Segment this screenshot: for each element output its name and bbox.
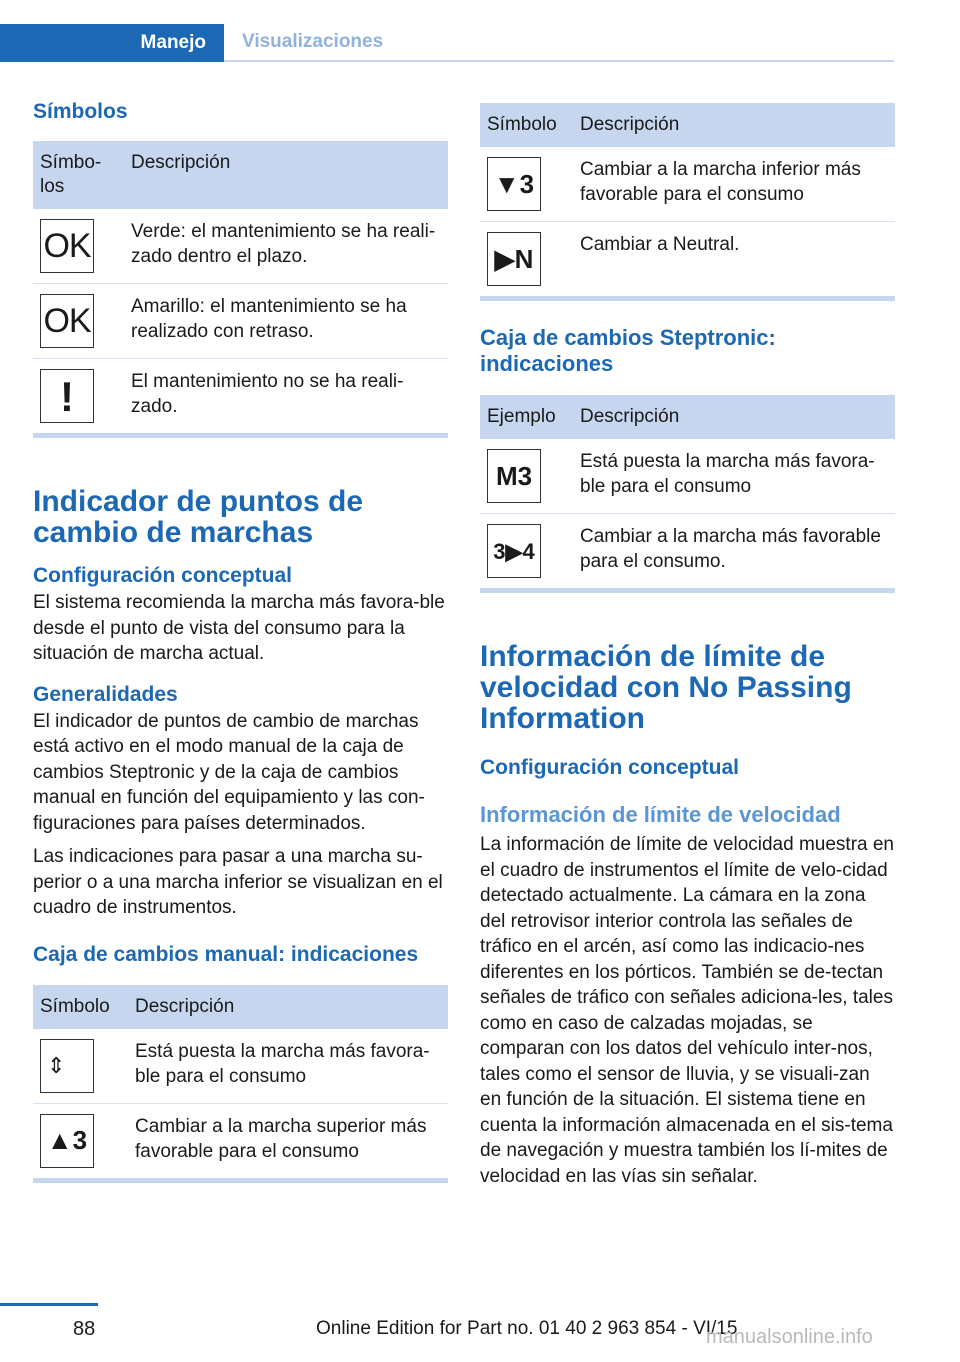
manual-heading: Caja de cambios manual: indicaciones xyxy=(33,942,419,966)
ok-yellow-icon: OK xyxy=(40,294,94,348)
column-header-description: Descripción xyxy=(124,141,448,209)
symbols-heading: Símbolos xyxy=(33,100,128,123)
table-end-rule xyxy=(480,588,895,593)
table-end-rule xyxy=(480,296,895,301)
speed-title: Información de límite de velocidad con No Passing Information xyxy=(480,640,852,735)
speed-subheading: Información de límite de velocidad xyxy=(480,802,841,827)
column-header-symbol: Símbo- los xyxy=(33,141,124,209)
shift-3-to-4-icon: 3▶4 xyxy=(487,524,541,578)
row-description: Cambiar a Neutral. xyxy=(580,234,740,255)
footer-rule xyxy=(0,1303,98,1306)
table-row xyxy=(33,209,448,284)
row-description: El mantenimiento no se ha reali-zado. xyxy=(131,371,404,417)
general-text-1: El indicador de puntos de cambio de marchas está activo en el modo manual de la caja de cambios Steptronic y de la caja de cambios manual en función del equipamiento y las con-figuraciones para países determinados. xyxy=(33,710,425,834)
table-row xyxy=(33,1103,448,1178)
upshift-3-icon: ▲3 xyxy=(40,1114,94,1168)
table-end-rule xyxy=(33,1178,448,1183)
manual-m3-icon: M3 xyxy=(487,449,541,503)
steptronic-table xyxy=(480,395,895,588)
row-description: Cambiar a la marcha más favorable para el consumo. xyxy=(580,526,881,572)
warning-exclamation-icon: ! xyxy=(40,369,94,423)
row-description: Verde: el mantenimiento se ha reali-zado dentro el plazo. xyxy=(124,209,448,284)
row-description: Está puesta la marcha más favora-ble para el consumo xyxy=(573,439,895,514)
table-header xyxy=(480,103,895,147)
manual-table xyxy=(33,985,448,1178)
tab-manejo[interactable]: Manejo xyxy=(0,24,224,62)
general-text-2: Las indicaciones para pasar a una marcha su-perior o a una marcha inferior se visualizan en el cuadro de instrumentos. xyxy=(33,846,443,918)
table-row xyxy=(33,284,448,359)
table-header xyxy=(33,985,448,1029)
column-header-description: Descripción xyxy=(573,103,895,147)
downshift-table xyxy=(480,103,895,296)
downshift-3-icon: ▼3 xyxy=(487,157,541,211)
shift-neutral-icon: ▶N xyxy=(487,232,541,286)
table-row xyxy=(480,514,895,589)
table-row xyxy=(33,1029,448,1104)
config-text: El sistema recomienda la marcha más favora-ble desde el punto de vista del consumo para la situación de marcha actual. xyxy=(33,592,445,664)
ok-green-icon: OK xyxy=(40,219,94,273)
column-header-description: Descripción xyxy=(128,985,448,1029)
steptronic-heading: Caja de cambios Steptronic: indicaciones xyxy=(480,325,776,376)
right-column xyxy=(480,103,895,1189)
optimal-gear-icon: ⇕ xyxy=(40,1039,94,1093)
header-tabs xyxy=(0,0,894,62)
column-header-symbol: Símbolo xyxy=(480,103,573,147)
row-description: Está puesta la marcha más favora-ble para el consumo xyxy=(128,1029,448,1104)
column-header-example: Ejemplo xyxy=(480,395,573,439)
speed-text: La información de límite de velocidad muestra en el cuadro de instrumentos el límite de velo-cidad detectado actualmente. La cámara en la zona del retrovisor interior controla las señales de tráfico en el arcén, así como las indicacio-nes diferentes en los pórticos. También se de-tectan señales de tráfico con señales adiciona-les, tales como en caso de calzadas mojadas, se comparan con los datos del vehículo inter-nos, tales como el sensor de lluvia, y se visuali-zan en función de la situación. El sistema tiene en cuenta la información almacenada en el sis-tema de navegación y muestra también los lí-mites de velocidad en las vías sin señalar. xyxy=(480,834,895,1187)
symbols-table xyxy=(33,141,448,433)
edition-text: Online Edition for Part no. 01 40 2 963 854 - VI/15 xyxy=(316,1318,738,1339)
left-column xyxy=(33,100,448,1183)
table-header xyxy=(480,395,895,439)
page-number: 88 xyxy=(73,1318,96,1340)
column-header-symbol: Símbolo xyxy=(33,985,128,1029)
general-heading: Generalidades xyxy=(33,682,178,706)
section-title: Indicador de puntos de cambio de marchas xyxy=(33,485,364,549)
watermark: manualsonline.info xyxy=(706,1326,873,1348)
row-description: Cambiar a la marcha inferior más favorable para el consumo xyxy=(573,147,895,222)
table-header xyxy=(33,141,448,209)
column-header-description: Descripción xyxy=(573,395,895,439)
row-description: Amarillo: el mantenimiento se ha realizado con retraso. xyxy=(124,284,448,359)
config-heading: Configuración conceptual xyxy=(33,564,293,587)
table-end-rule xyxy=(33,433,448,438)
table-row xyxy=(480,147,895,222)
table-row xyxy=(480,439,895,514)
row-description: Cambiar a la marcha superior más favorable para el consumo xyxy=(135,1115,427,1162)
config-heading: Configuración conceptual xyxy=(480,756,740,779)
table-row xyxy=(480,222,895,297)
table-row xyxy=(33,359,448,434)
tab-visualizaciones[interactable]: Visualizaciones xyxy=(224,24,894,62)
